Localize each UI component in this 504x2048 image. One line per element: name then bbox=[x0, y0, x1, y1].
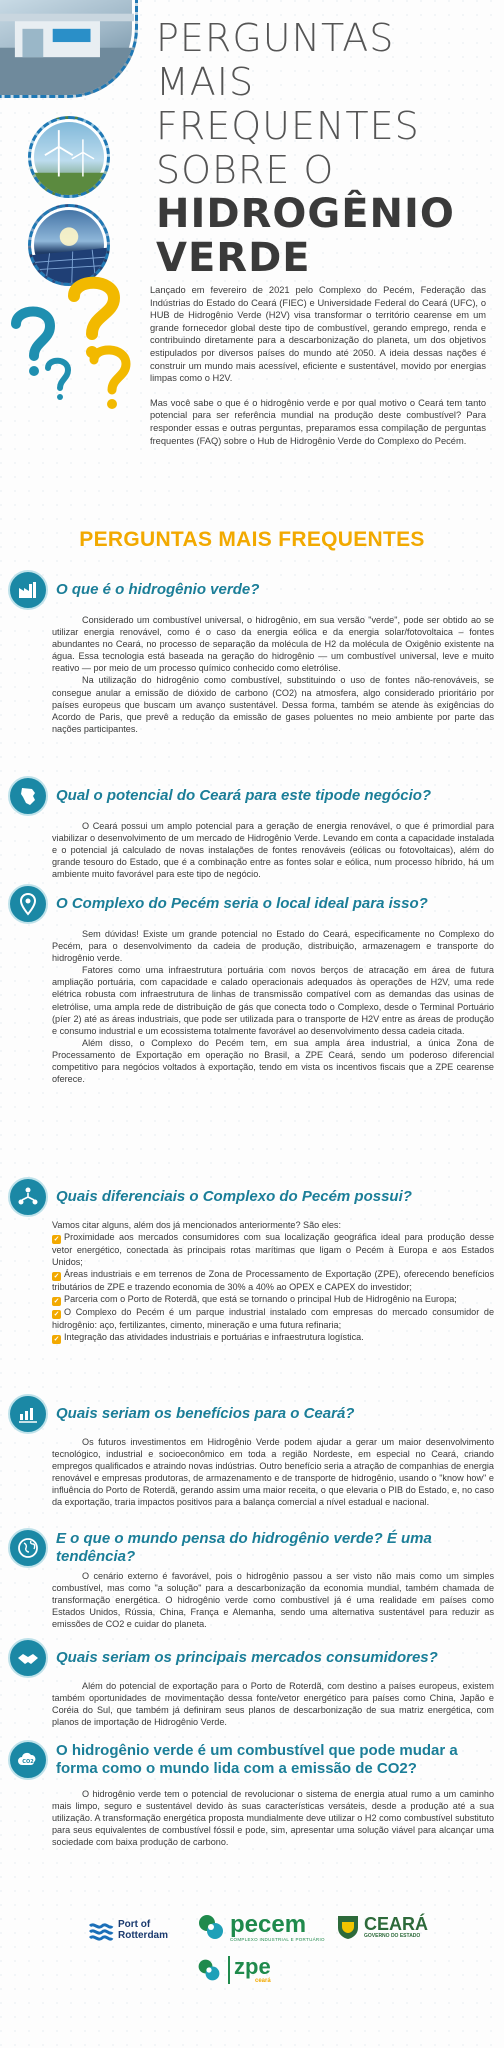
question-marks-icon bbox=[4, 276, 154, 426]
ceara-wordmark: CEARÁ bbox=[364, 1914, 429, 1934]
zpe-ceara-logo bbox=[196, 1956, 271, 1984]
faq-answer: O Ceará possui um amplo potencial para a geração de energia renovável, o que é primordial para viabilizar o desenvolvimento de um mercado de Hidrogênio Verde. Levando em conta a capacidade instalada e o potencial já calculado de novas instalações de fontes renováveis (eólicas ou fotovoltaicas), além do grande tesouro do Estado, que é a combinação entre as fontes solar e eólica, num processo híbrido, há um ambiente muito favorável para este tipo de negócio. bbox=[52, 821, 494, 880]
faq-item bbox=[8, 1736, 498, 1848]
zpe-mark-icon bbox=[196, 1957, 222, 1983]
check-icon: ✓ bbox=[53, 1273, 60, 1281]
intro-text bbox=[150, 284, 486, 459]
ceara-tagline: GOVERNO DO ESTADO bbox=[364, 1933, 421, 1939]
bullet-text: Áreas industriais e em terrenos de Zona de Processamento de Exportação (ZPE), oferecendo benefícios tributários de ZPE e trazendo economia de 30% a 40% ao OPEX e CAPEX do investidor; bbox=[52, 1269, 494, 1293]
title-line-1: PERGUNTAS MAIS bbox=[156, 16, 395, 104]
section-heading: PERGUNTAS MAIS FREQUENTES bbox=[79, 528, 425, 551]
check-icon: ✓ bbox=[53, 1336, 60, 1344]
globe-icon bbox=[8, 1528, 48, 1568]
faq-lead: Vamos citar alguns, além dos já mencionados anteriormente? São eles: bbox=[52, 1220, 341, 1230]
intro-paragraph: Mas você sabe o que é o hidrogênio verde e por qual motivo o Ceará tem tanto potencial para ser referência mundial na produção deste combustível? Para responder essas e outras perguntas, preparamos essa compilação de perguntas frequentes (FAQ) sobre o Hub de Hidrogênio Verde do Complexo do Pecém. bbox=[150, 397, 486, 446]
station-illustration bbox=[0, 0, 135, 95]
check-icon: ✓ bbox=[53, 1298, 60, 1306]
network-people-icon bbox=[8, 1177, 48, 1217]
rotterdam-line1: Port of bbox=[118, 1919, 151, 1930]
pecem-mark-icon bbox=[196, 1912, 226, 1942]
check-icon: ✓ bbox=[53, 1311, 60, 1319]
intro-paragraph: Lançado em fevereiro de 2021 pelo Complexo do Pecém, Federação das Indústrias do Estado do Ceará (FIEC) e Universidade Federal do Ceará (UFC), o HUB de Hidrogênio Verde (H2V) visa transformar o território cearense em um grande fornecedor global deste tipo de combustível, gerando emprego, renda e contribuindo diretamente para a descarbonização do planeta, um dos objetivos estipulados por diversos países do mundo até 2050. A ideia dessas nações é construir um mundo mais acessível, eficiente e sustentável, movido por energias limpas como o H2V. bbox=[150, 285, 486, 384]
factory-icon bbox=[8, 570, 48, 610]
faq-answer: Fatores como uma infraestrutura portuária com novos berços de atracação em área de futura ampliação portuária, com capacidade e calado operacionais adequados às operações de H2V, uma rede elétrica robusta com infraestrutura de linhas de transmissão compatível com as demandas das usinas de eletrólise, uma ampla rede de distribuição de gás que conecta todo o Complexo, desde o Terminal Portuário (píer 2) até as áreas industriais, que pode ser utilizada para o transporte de H2V entre as áreas de produção e consumo industrial e um ecossistema totalmente favorável ao desenvolvimento dessa cadeia citada. bbox=[52, 965, 494, 1036]
faq-question: Quais seriam os principais mercados consumidores? bbox=[56, 1649, 438, 1666]
faq-bullet bbox=[52, 1306, 494, 1331]
faq-bullet bbox=[52, 1231, 494, 1268]
faq-answer: Sem dúvidas! Existe um grande potencial no Estado do Ceará, especificamente no Complexo do Pecém, para o desenvolvimento da cadeia de produção, distribuição, armazenagem e transporte do hidrogênio verde. bbox=[52, 929, 494, 964]
faq-question: O Complexo do Pecém seria o local ideal para isso? bbox=[56, 895, 428, 912]
hydrogen-station-image bbox=[0, 0, 138, 98]
partner-logos bbox=[0, 1904, 504, 2044]
page-title bbox=[156, 16, 496, 280]
ceara-map-icon bbox=[8, 776, 48, 816]
rotterdam-line2: Rotterdam bbox=[118, 1930, 169, 1941]
bullet-text: O Complexo do Pecém é um parque industrial instalado com empresas do mercado consumidor de hidrogênio: aço, fertilizantes, cimento, mineração e uma futura refinaria; bbox=[52, 1307, 494, 1331]
bullet-text: Parceria com o Porto de Roterdã, que está se tornando o principal Hub de Hidrogênio na Europa; bbox=[64, 1294, 457, 1305]
bullet-text: Proximidade aos mercados consumidores com sua localização geográfica ideal para produção desse vetor energético, conectada às principais rotas marítimas que ligam o Pecém à Europa e aos Estados Unidos; bbox=[52, 1232, 494, 1268]
faq-answer: O hidrogênio verde tem o potencial de revolucionar o sistema de energia atual rumo a um caminho mais limpo, seguro e sustentável devido às suas características versáteis, desde a produção até a sua utilização. A transformação energética proposta mundialmente deve utilizar o H2 como combustível substituto para seus equivalentes de combustível fóssil e pode, sim, apresentar uma solução viável para alcançar uma sociedade com baixa produção de carbono. bbox=[52, 1789, 494, 1848]
faq-item bbox=[8, 1528, 498, 1630]
faq-answer: Os futuros investimentos em Hidrogênio Verde podem ajudar a gerar um maior desenvolvimento tecnológico, industrial e socioeconômico em toda a região Nordeste, em especial no Ceará, criando empregos qualificados e atraindo novas indústrias. Outro benefício seria a atração de companhias de energia renovável e empresas produtoras, de armazenamento e de transporte de hidrogênio, usando o "know how" e influência do Porto de Roterdã, gerando assim uma maior receita, o que elevaria o PIB do Estado, e, no caso da exportação, traria impactos positivos para a balança comercial a nível estadual e nacional. bbox=[52, 1437, 494, 1508]
faq-question: O hidrogênio verde é um combustível que pode mudar a forma como o mundo lida com a emissão de CO2? bbox=[56, 1742, 458, 1777]
pecem-wordmark: pecem bbox=[230, 1910, 307, 1938]
faq-bullet bbox=[52, 1293, 494, 1306]
co2-cloud-icon bbox=[8, 1740, 48, 1780]
port-of-rotterdam-logo bbox=[88, 1918, 168, 1942]
wind-turbines-image bbox=[28, 116, 110, 198]
hero bbox=[0, 0, 504, 290]
solar-illustration bbox=[31, 207, 107, 283]
faq-item bbox=[8, 1177, 498, 1344]
check-icon: ✓ bbox=[53, 1236, 60, 1244]
title-line-2: FREQUENTES bbox=[156, 104, 420, 148]
faq-item bbox=[8, 570, 498, 735]
faq-item bbox=[8, 884, 498, 1085]
faq-bullet bbox=[52, 1268, 494, 1293]
faq-bullet bbox=[52, 1331, 494, 1344]
faq-question: E o que o mundo pensa do hidrogênio verde? É uma tendência? bbox=[56, 1530, 432, 1565]
title-line-3: SOBRE O bbox=[156, 148, 335, 192]
ceara-shield-icon bbox=[336, 1914, 360, 1940]
handshake-icon bbox=[8, 1638, 48, 1678]
faq-question: Qual o potencial do Ceará para este tipode negócio? bbox=[56, 787, 432, 804]
faq-question: Quais diferenciais o Complexo do Pecém possui? bbox=[56, 1188, 412, 1205]
title-line-5: VERDE bbox=[156, 235, 311, 281]
growth-hand-icon bbox=[8, 1394, 48, 1434]
governo-ceara-logo bbox=[336, 1914, 428, 1940]
svg-text:CO2: CO2 bbox=[22, 1759, 34, 1765]
faq-item bbox=[8, 776, 498, 880]
faq-question: Quais seriam os benefícios para o Ceará? bbox=[56, 1405, 355, 1422]
faq-answer: Além disso, o Complexo do Pecém tem, em sua ampla área industrial, a única Zona de Processamento de Exportação em operação no Brasil, a ZPE Ceará, sendo um poderoso diferencial competitivo para negócios voltados à exportação, tendo em vista os incentivos fiscais que a ZPE cearense oferece. bbox=[52, 1037, 494, 1085]
faq-item bbox=[8, 1394, 498, 1509]
faq-item bbox=[8, 1638, 498, 1728]
zpe-wordmark: zpe bbox=[234, 1954, 271, 1979]
pecem-tagline: COMPLEXO INDUSTRIAL E PORTUÁRIO bbox=[230, 1936, 325, 1942]
bullet-text: Integração das atividades industriais e portuárias e infraestrutura logística. bbox=[64, 1332, 364, 1343]
location-pin-icon bbox=[8, 884, 48, 924]
faq-answer: Além do potencial de exportação para o Porto de Roterdã, com destino a países europeus, existem também oportunidades de movimentação dessa fonte/vetor energético para países como China, Japão e Coréia do Sul, que também já definiram seus planos de descarbonização de sua matriz energética, com planos de importação de Hidrogênio Verde. bbox=[52, 1681, 494, 1728]
pecem-logo bbox=[196, 1912, 325, 1942]
faq-question: O que é o hidrogênio verde? bbox=[56, 581, 260, 598]
faq-answer: O cenário externo é favorável, pois o hidrogênio passou a ser visto não mais como um simples combustível, mas como "a solução" para a descarbonização da economia mundial, também chamada de transformação energética. O hidrogênio verde como combustível já é uma realidade em países como Estados Unidos, Rússia, China, França e Alemanha, sendo uma alternativa sustentável para reduzir as emissões de CO2 e cuidar do planeta. bbox=[52, 1571, 494, 1630]
faq-answer: Na utilização do hidrogênio como combustível, substituindo o uso de fontes não-renováveis, se consegue anular a emissão de dióxido de carbono (CO2) na atmosfera, algo considerado prioritário por países europeus que buscam um avanço sustentável. Dessa forma, também se atende às exigências do Acordo de Paris, que prevê a redução da emissão de gases poluentes no meio ambiente por parte das nações participantes. bbox=[52, 675, 494, 734]
zpe-sub: ceará bbox=[255, 1978, 271, 1984]
faq-answer: Considerado um combustível universal, o hidrogênio, em sua versão "verde", pode ser obtido ao se utilizar energia renovável, como é o caso da energia eólica e da energia solar/fotovoltaica – fontes abundantes no Ceará, no processo de separação da molécula de H2 da molécula de Oxigênio existente na água. Essa tecnologia está baseada na geração do hidrogênio — um combustível universal, leve e muito reativo — por meio de um processo químico conhecido como eletrólise. bbox=[52, 615, 494, 674]
solar-panels-image bbox=[28, 204, 110, 286]
wind-turbine-illustration bbox=[31, 119, 107, 195]
title-line-4: HIDROGÊNIO bbox=[156, 191, 455, 237]
rotterdam-waves-icon bbox=[88, 1918, 114, 1942]
